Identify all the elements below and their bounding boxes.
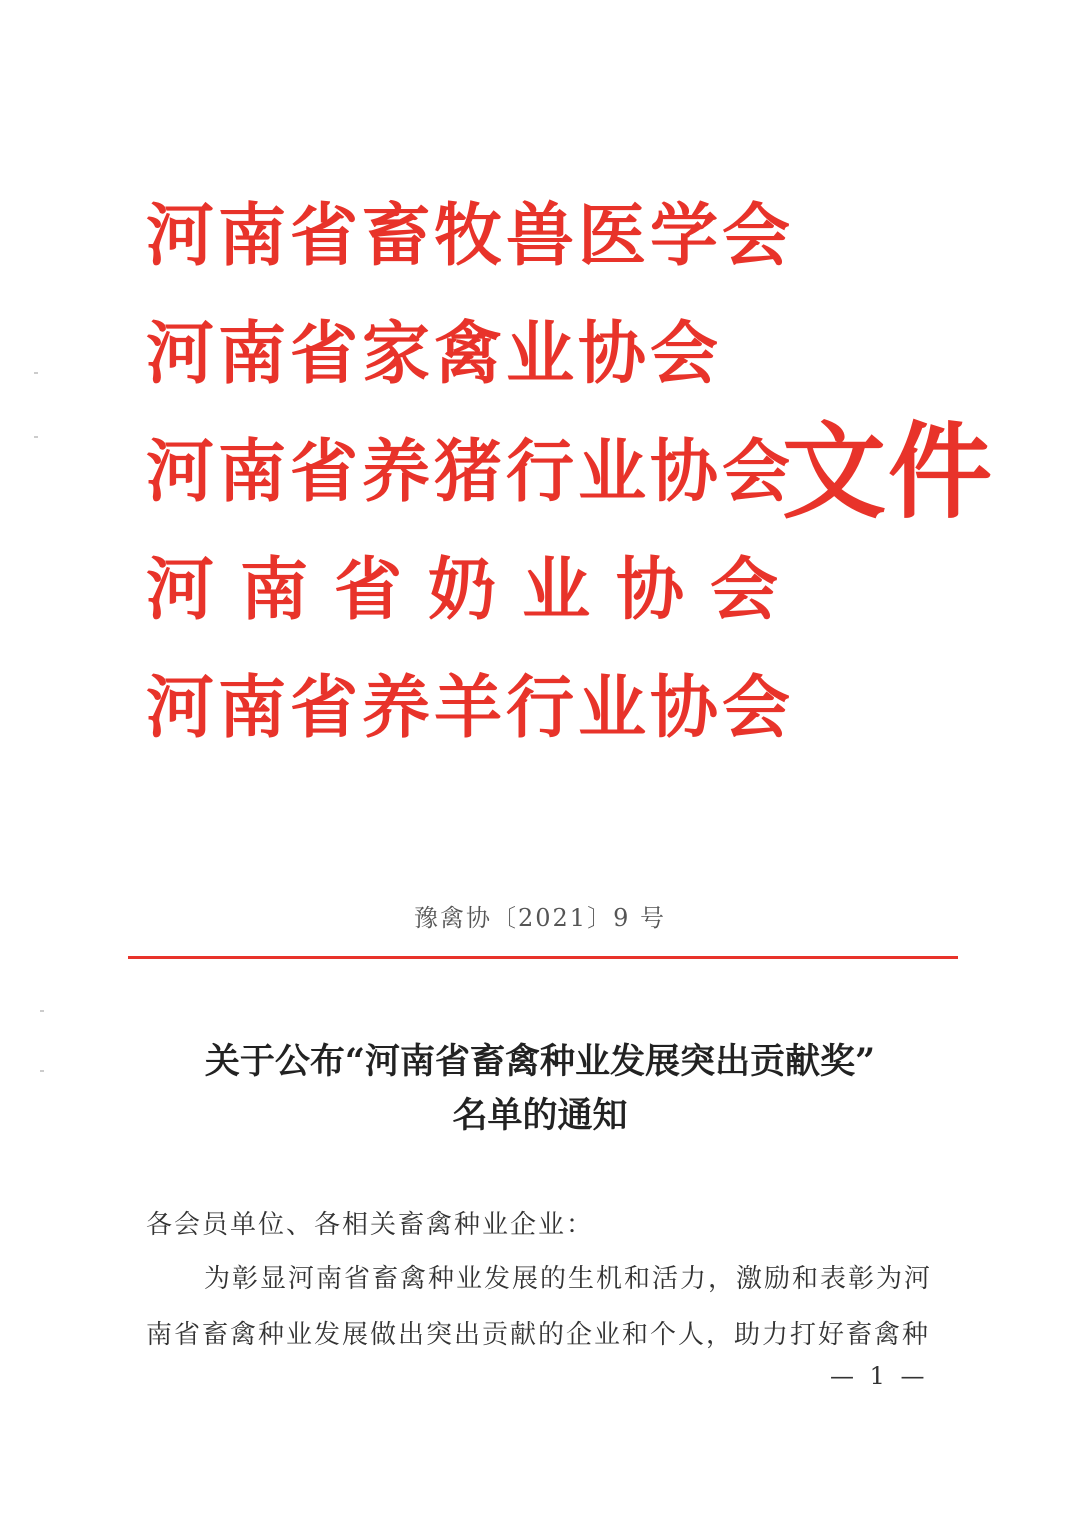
body-paragraph-line: 为彰显河南省畜禽种业发展的生机和活力，激励和表彰为河	[204, 1264, 933, 1294]
page-number: — 1 —	[830, 1362, 929, 1390]
document-number: 豫禽协〔2021〕9 号	[414, 904, 666, 932]
scan-speck	[40, 1010, 44, 1012]
organization-name: 河南省养猪行业协会	[146, 433, 795, 512]
scan-speck	[34, 436, 38, 438]
scan-speck	[40, 1070, 44, 1072]
salutation: 各会员单位、各相关畜禽种业企业：	[146, 1210, 595, 1240]
body-paragraph-line: 南省畜禽种业发展做出突出贡献的企业和个人，助力打好畜禽种	[146, 1320, 931, 1350]
header-divider	[128, 956, 958, 959]
organization-name: 河南省畜牧兽医学会	[146, 197, 795, 276]
organization-name: 河南省奶业协会	[146, 551, 805, 630]
notice-title: 关于公布“河南省畜禽种业发展突出贡献奖”	[204, 1041, 876, 1082]
organization-name: 河南省家禽业协会	[146, 315, 723, 394]
scan-speck	[34, 372, 38, 374]
notice-title-continued: 名单的通知	[452, 1095, 628, 1136]
document-type-label: 文件	[782, 411, 995, 533]
organization-name: 河南省养羊行业协会	[146, 669, 795, 748]
